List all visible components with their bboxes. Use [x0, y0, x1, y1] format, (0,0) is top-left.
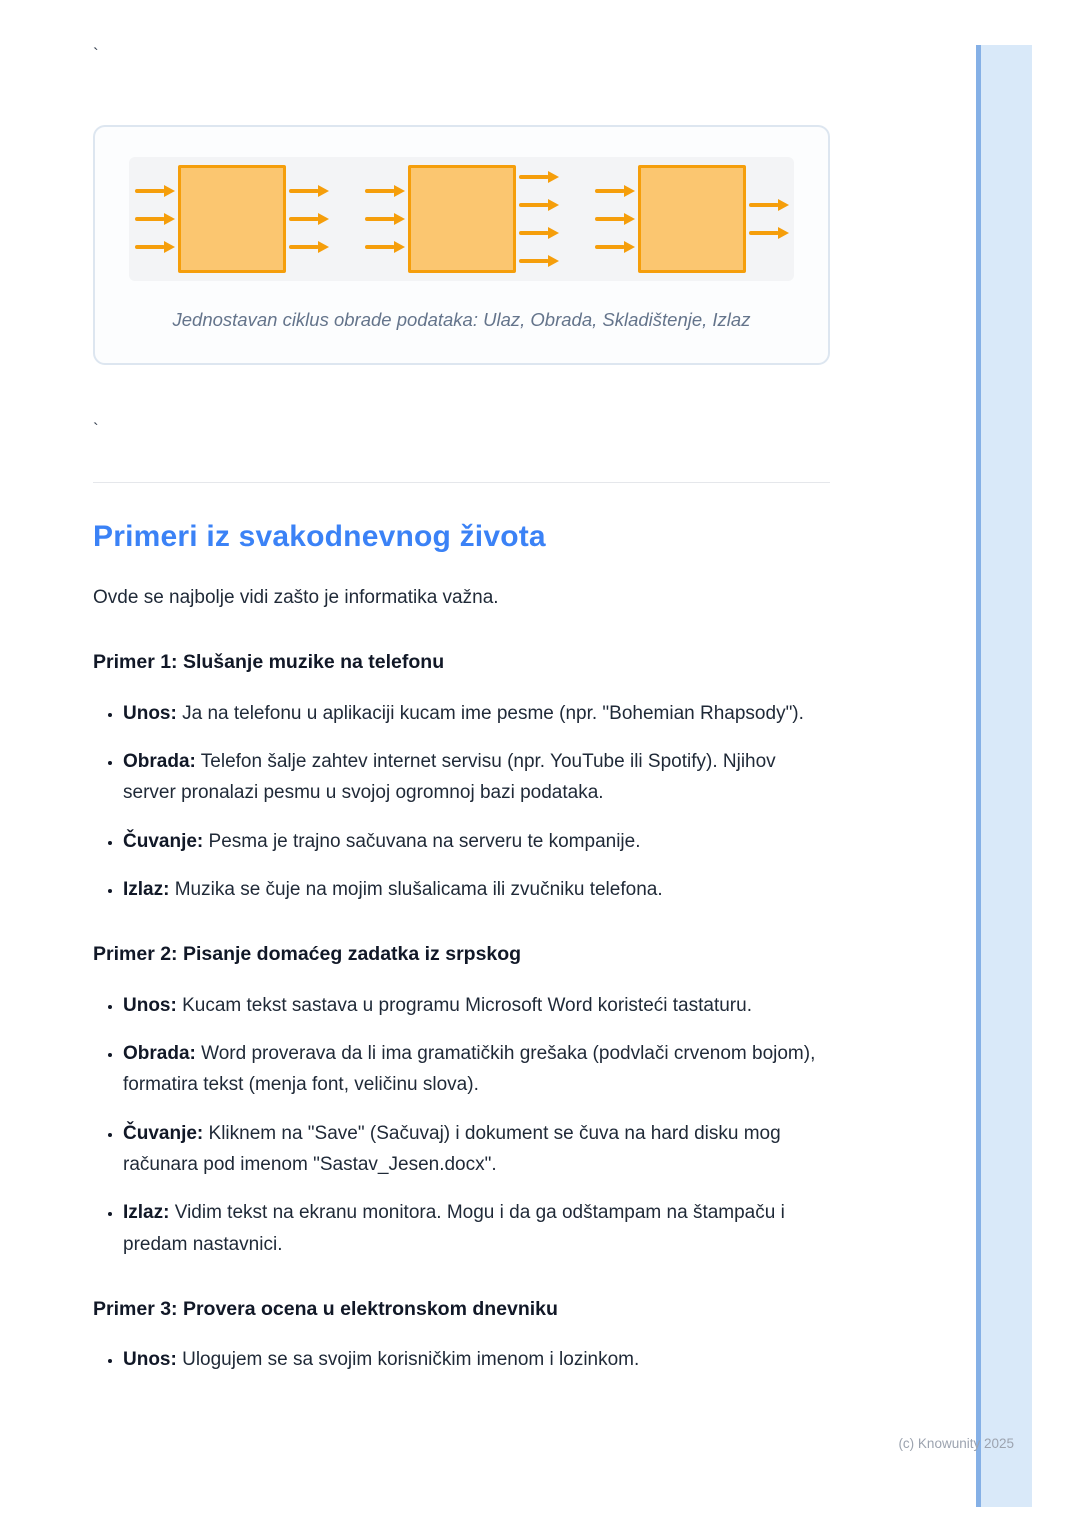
- stray-backtick-top: `: [93, 45, 99, 64]
- right-margin-strip: [976, 45, 1032, 1507]
- bullet-text: Kucam tekst sastava u programu Microsoft Word koristeći tastaturu.: [182, 994, 752, 1016]
- bullet-label: Čuvanje:: [123, 830, 204, 852]
- flow-arrow-icon: [595, 213, 635, 226]
- flow-arrow-icon: [365, 241, 405, 254]
- output-arrows-icon: [289, 185, 329, 254]
- bullet-text: Kliknem na "Save" (Sačuvaj) i dokument se čuva na hard disku mog računara pod imenom "Sastav_Jesen.docx".: [123, 1122, 781, 1175]
- bullet-text: Vidim tekst na ekranu monitora. Mogu i da ga odštampam na štampaču i predam nastavnici.: [123, 1202, 785, 1255]
- diagram-unit-izlaz: [595, 165, 789, 273]
- bullet-text: Muzika se čuje na mojim slušalicama ili zvučniku telefona.: [174, 878, 663, 900]
- figure-card: [93, 125, 830, 365]
- intro-text: Ovde se najbolje vidi zašto je informatika važna.: [93, 586, 499, 608]
- flow-arrow-icon: [289, 213, 329, 226]
- flow-arrow-icon: [135, 185, 175, 198]
- flow-arrow-icon: [289, 241, 329, 254]
- diagram-unit-ulaz: [135, 165, 329, 273]
- bullet-label: Obrada:: [123, 750, 196, 772]
- data-cycle-diagram: [129, 157, 794, 281]
- diagram-row: [135, 165, 789, 273]
- flow-arrow-icon: [135, 213, 175, 226]
- process-box: [638, 165, 746, 273]
- flow-arrow-icon: [519, 171, 559, 184]
- example-1-list: [93, 698, 830, 906]
- input-arrows-icon: [595, 185, 635, 254]
- bullet-text: Ulogujem se sa svojim korisničkim imenom i lozinkom.: [182, 1349, 640, 1371]
- process-box: [178, 165, 286, 273]
- output-arrows-icon: [519, 171, 559, 268]
- flow-arrow-icon: [135, 241, 175, 254]
- flow-arrow-icon: [595, 241, 635, 254]
- output-arrows-icon: [749, 199, 789, 240]
- bullet-label: Unos:: [123, 994, 177, 1016]
- list-item: [123, 990, 830, 1021]
- bullet-label: Izlaz:: [123, 1202, 170, 1224]
- list-item: [123, 746, 830, 809]
- example-3-list: [93, 1344, 830, 1375]
- list-item: [123, 826, 830, 857]
- list-item: [123, 698, 830, 729]
- flow-arrow-icon: [749, 227, 789, 240]
- input-arrows-icon: [135, 185, 175, 254]
- example-2-list: [93, 990, 830, 1260]
- bullet-label: Izlaz:: [123, 878, 170, 900]
- bullet-label: Unos:: [123, 702, 177, 724]
- flow-arrow-icon: [519, 227, 559, 240]
- flow-arrow-icon: [365, 185, 405, 198]
- list-item: [123, 1344, 830, 1375]
- example-2-title: Primer 2: Pisanje domaćeg zadatka iz srpskog: [93, 943, 522, 966]
- list-item: [123, 874, 830, 905]
- page-title: Primeri iz svakodnevnog života: [93, 519, 546, 553]
- bullet-text: Word proverava da li ima gramatičkih grešaka (podvlači crvenom bojom), formatira tekst (menja font, veličinu slova).: [123, 1042, 816, 1096]
- diagram-unit-obrada: [365, 165, 559, 273]
- stray-backtick-middle: `: [93, 419, 99, 439]
- bullet-label: Čuvanje:: [123, 1122, 204, 1144]
- bullet-label: Obrada:: [123, 1042, 196, 1064]
- flow-arrow-icon: [519, 199, 559, 212]
- list-item: [123, 1197, 830, 1260]
- list-item: [123, 1038, 830, 1101]
- flow-arrow-icon: [595, 185, 635, 198]
- flow-arrow-icon: [365, 213, 405, 226]
- bullet-text: Ja na telefonu u aplikaciji kucam ime pesme (npr. "Bohemian Rhapsody").: [182, 702, 804, 724]
- flow-arrow-icon: [289, 185, 329, 198]
- figure-caption: Jednostavan ciklus obrade podataka: Ulaz, Obrada, Skladištenje, Izlaz: [172, 309, 751, 330]
- input-arrows-icon: [365, 185, 405, 254]
- example-3-title: Primer 3: Provera ocena u elektronskom dnevniku: [93, 1298, 558, 1321]
- process-box: [408, 165, 516, 273]
- list-item: [123, 1118, 830, 1181]
- page-content: [93, 45, 830, 1393]
- divider: [93, 482, 830, 483]
- bullet-label: Unos:: [123, 1349, 177, 1371]
- bullet-text: Telefon šalje zahtev internet servisu (npr. YouTube ili Spotify). Njihov server pronalazi pesmu u svojoj ogromnoj bazi podataka.: [123, 750, 776, 804]
- flow-arrow-icon: [519, 255, 559, 268]
- flow-arrow-icon: [749, 199, 789, 212]
- copyright-text: (c) Knowunity 2025: [898, 1436, 1014, 1451]
- example-1-title: Primer 1: Slušanje muzike na telefonu: [93, 651, 445, 674]
- bullet-text: Pesma je trajno sačuvana na serveru te kompanije.: [208, 830, 641, 852]
